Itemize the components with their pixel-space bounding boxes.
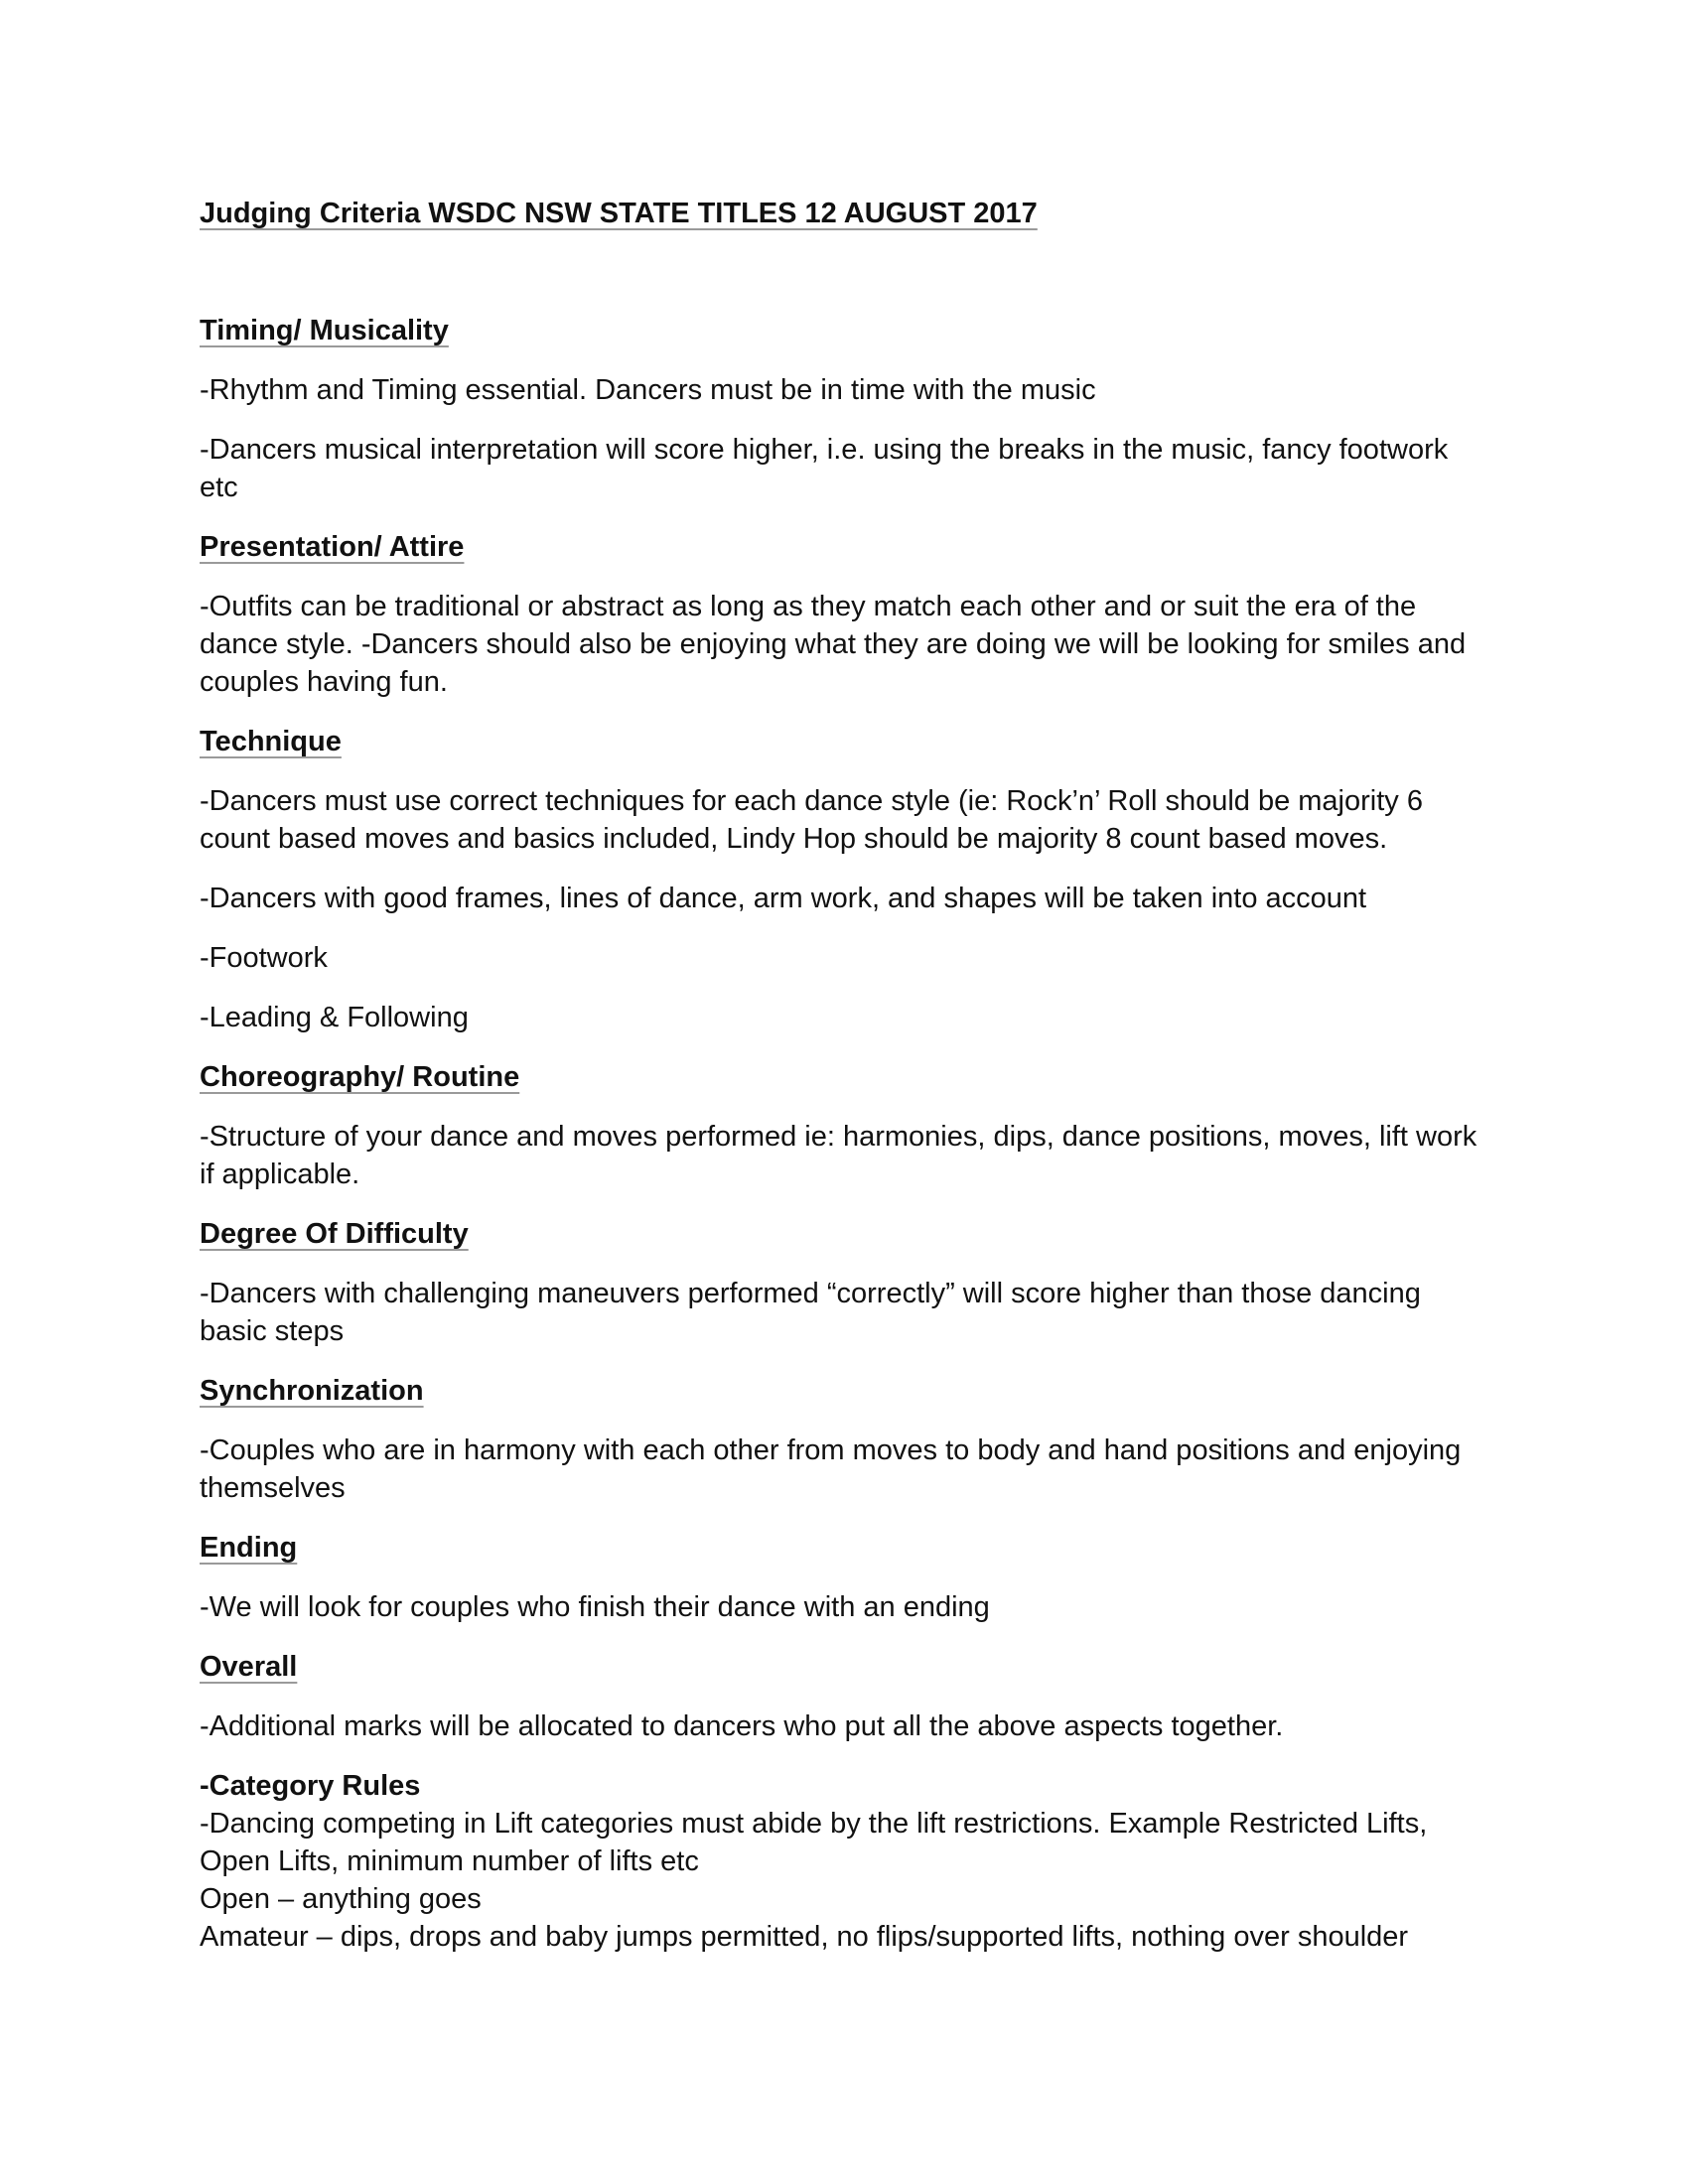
category-rules-heading: -Category Rules [200, 1770, 421, 1802]
section-technique [200, 723, 1490, 1036]
section-paragraph: -Couples who are in harmony with each other from moves to body and hand positions and enjoying themselves [200, 1434, 1462, 1504]
category-rule-line: -Dancing competing in Lift categories must abide by the lift restrictions. Example Restricted Lifts, Open Lifts, minimum number of lifts etc [200, 1808, 1428, 1877]
section-paragraph: -Outfits can be traditional or abstract as long as they match each other and or suit the era of the dance style. -Dancers should also be enjoying what they are doing we will be looking for smiles and couples having fun. [200, 591, 1467, 698]
section-heading: Degree Of Difficulty [200, 1218, 469, 1250]
section-heading: Technique [200, 726, 342, 757]
section-paragraph: -Structure of your dance and moves performed ie: harmonies, dips, dance positions, moves, lift work if applicable. [200, 1121, 1477, 1190]
section-category-rules [200, 1767, 1490, 1956]
document-body [200, 195, 1490, 1956]
document-title: Judging Criteria WSDC NSW STATE TITLES 12 AUGUST 2017 [200, 198, 1038, 229]
section-heading: Timing/ Musicality [200, 315, 449, 346]
section-heading: Ending [200, 1532, 298, 1564]
section-synchronization [200, 1372, 1490, 1507]
category-rule-line: Amateur – dips, drops and baby jumps permitted, no flips/supported lifts, nothing over shoulder [200, 1921, 1409, 1953]
section-degree-of-difficulty [200, 1215, 1490, 1350]
section-paragraph: -Dancers with good frames, lines of dance, arm work, and shapes will be taken into account [200, 883, 1367, 914]
section-paragraph: -We will look for couples who finish their dance with an ending [200, 1591, 990, 1623]
section-ending [200, 1529, 1490, 1626]
section-paragraph: -Dancers with challenging maneuvers performed “correctly” will score higher than those dancing basic steps [200, 1278, 1421, 1347]
section-paragraph: -Dancers musical interpretation will score higher, i.e. using the breaks in the music, fancy footwork etc [200, 434, 1449, 503]
section-paragraph: -Rhythm and Timing essential. Dancers must be in time with the music [200, 374, 1096, 406]
section-paragraph: -Footwork [200, 942, 328, 974]
section-paragraph: -Additional marks will be allocated to dancers who put all the above aspects together. [200, 1710, 1284, 1742]
section-heading: Overall [200, 1651, 298, 1683]
category-rule-line: Open – anything goes [200, 1883, 482, 1915]
section-presentation-attire [200, 528, 1490, 701]
section-timing-musicality [200, 312, 1490, 506]
section-heading: Choreography/ Routine [200, 1061, 520, 1093]
section-heading: Presentation/ Attire [200, 531, 465, 563]
section-paragraph: -Leading & Following [200, 1002, 469, 1033]
section-paragraph: -Dancers must use correct techniques for each dance style (ie: Rock’n’ Roll should be majority 6 count based moves and basics included, Lindy Hop should be majority 8 count based moves. [200, 785, 1423, 855]
section-choreography-routine [200, 1058, 1490, 1193]
section-heading: Synchronization [200, 1375, 424, 1407]
section-overall [200, 1648, 1490, 1745]
